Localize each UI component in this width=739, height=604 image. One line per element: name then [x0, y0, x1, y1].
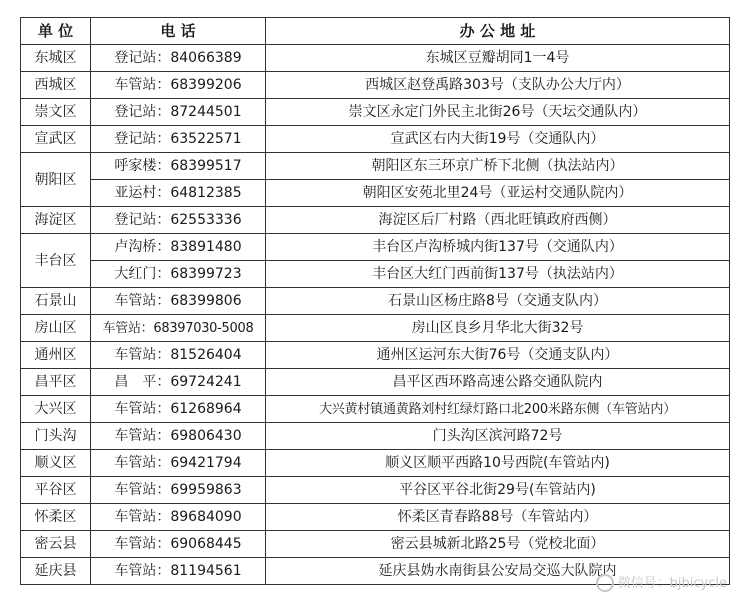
address-cell: 丰台区卢沟桥城内街137号（交通队内）	[266, 234, 730, 261]
table-row	[21, 234, 730, 261]
address-cell: 海淀区后厂村路（西北旺镇政府西侧）	[266, 207, 730, 234]
unit-cell: 平谷区	[21, 477, 91, 504]
phone-cell: 登记站：87244501	[91, 99, 266, 126]
unit-cell: 海淀区	[21, 207, 91, 234]
phone-cell: 车管站：89684090	[91, 504, 266, 531]
unit-cell: 密云县	[21, 531, 91, 558]
table-row	[21, 261, 730, 288]
unit-cell: 门头沟	[21, 423, 91, 450]
watermark	[596, 572, 727, 593]
table-row	[21, 180, 730, 207]
phone-cell: 车管站：69959863	[91, 477, 266, 504]
phone-cell: 车管站：81526404	[91, 342, 266, 369]
table-row	[21, 477, 730, 504]
unit-cell: 顺义区	[21, 450, 91, 477]
table-row	[21, 72, 730, 99]
table-row	[21, 153, 730, 180]
header-phone: 电 话	[91, 18, 266, 45]
address-cell: 石景山区杨庄路8号（交通支队内）	[266, 288, 730, 315]
address-cell: 平谷区平谷北街29号(车管站内)	[266, 477, 730, 504]
table-row	[21, 450, 730, 477]
table-row	[21, 99, 730, 126]
unit-cell: 怀柔区	[21, 504, 91, 531]
table-row	[21, 369, 730, 396]
phone-cell: 登记站：63522571	[91, 126, 266, 153]
address-cell: 顺义区顺平西路10号西院(车管站内)	[266, 450, 730, 477]
phone-cell: 车管站：68399206	[91, 72, 266, 99]
header-row	[21, 18, 730, 45]
phone-cell: 昌 平：69724241	[91, 369, 266, 396]
address-cell: 怀柔区青春路88号（车管站内）	[266, 504, 730, 531]
unit-cell: 西城区	[21, 72, 91, 99]
address-cell: 通州区运河东大街76号（交通支队内）	[266, 342, 730, 369]
table-row	[21, 207, 730, 234]
address-cell: 西城区赵登禹路303号（支队办公大厅内）	[266, 72, 730, 99]
address-cell: 延庆县妫水南街县公安局交巡大队院内	[266, 558, 730, 585]
table-row	[21, 45, 730, 72]
unit-cell: 丰台区	[21, 234, 91, 288]
address-cell: 密云县城新北路25号（党校北面）	[266, 531, 730, 558]
phone-cell: 卢沟桥：83891480	[91, 234, 266, 261]
wechat-icon	[596, 574, 614, 592]
unit-cell: 石景山	[21, 288, 91, 315]
address-cell: 朝阳区安苑北里24号（亚运村交通队院内）	[266, 180, 730, 207]
phone-cell: 大红门：68399723	[91, 261, 266, 288]
address-cell: 昌平区西环路高速公路交通队院内	[266, 369, 730, 396]
unit-cell: 通州区	[21, 342, 91, 369]
phone-cell: 车管站：69068445	[91, 531, 266, 558]
address-cell: 东城区豆瓣胡同1一4号	[266, 45, 730, 72]
address-cell: 门头沟区滨河路72号	[266, 423, 730, 450]
phone-cell: 车管站：61268964	[91, 396, 266, 423]
phone-cell: 呼家楼：68399517	[91, 153, 266, 180]
watermark-text: 微信号：bjbicycle	[617, 575, 727, 591]
unit-cell: 朝阳区	[21, 153, 91, 207]
address-cell: 崇文区永定门外民主北街26号（天坛交通队内）	[266, 99, 730, 126]
phone-cell: 登记站：62553336	[91, 207, 266, 234]
unit-cell: 昌平区	[21, 369, 91, 396]
phone-cell: 车管站：68397030-5008	[91, 315, 266, 342]
table-row	[21, 288, 730, 315]
table-row	[21, 396, 730, 423]
phone-cell: 车管站：69806430	[91, 423, 266, 450]
table-row	[21, 342, 730, 369]
unit-cell: 宣武区	[21, 126, 91, 153]
address-cell: 朝阳区东三环京广桥下北侧（执法站内）	[266, 153, 730, 180]
address-cell: 宣武区右内大街19号（交通队内）	[266, 126, 730, 153]
unit-cell: 东城区	[21, 45, 91, 72]
phone-cell: 车管站：68399806	[91, 288, 266, 315]
unit-cell: 大兴区	[21, 396, 91, 423]
address-cell: 大兴黄村镇通黄路刘村红绿灯路口北200米路东侧（车管站内）	[266, 396, 730, 423]
phone-cell: 车管站：81194561	[91, 558, 266, 585]
phone-cell: 登记站：84066389	[91, 45, 266, 72]
vehicle-office-table	[20, 17, 730, 585]
table-row	[21, 531, 730, 558]
phone-cell: 车管站：69421794	[91, 450, 266, 477]
unit-cell: 延庆县	[21, 558, 91, 585]
table-row	[21, 315, 730, 342]
table-row	[21, 126, 730, 153]
table-row	[21, 504, 730, 531]
header-address: 办 公 地 址	[266, 18, 730, 45]
table-row	[21, 423, 730, 450]
unit-cell: 房山区	[21, 315, 91, 342]
unit-cell: 崇文区	[21, 99, 91, 126]
address-cell: 丰台区大红门西前街137号（执法站内）	[266, 261, 730, 288]
address-cell: 房山区良乡月华北大街32号	[266, 315, 730, 342]
phone-cell: 亚运村：64812385	[91, 180, 266, 207]
header-unit: 单 位	[21, 18, 91, 45]
